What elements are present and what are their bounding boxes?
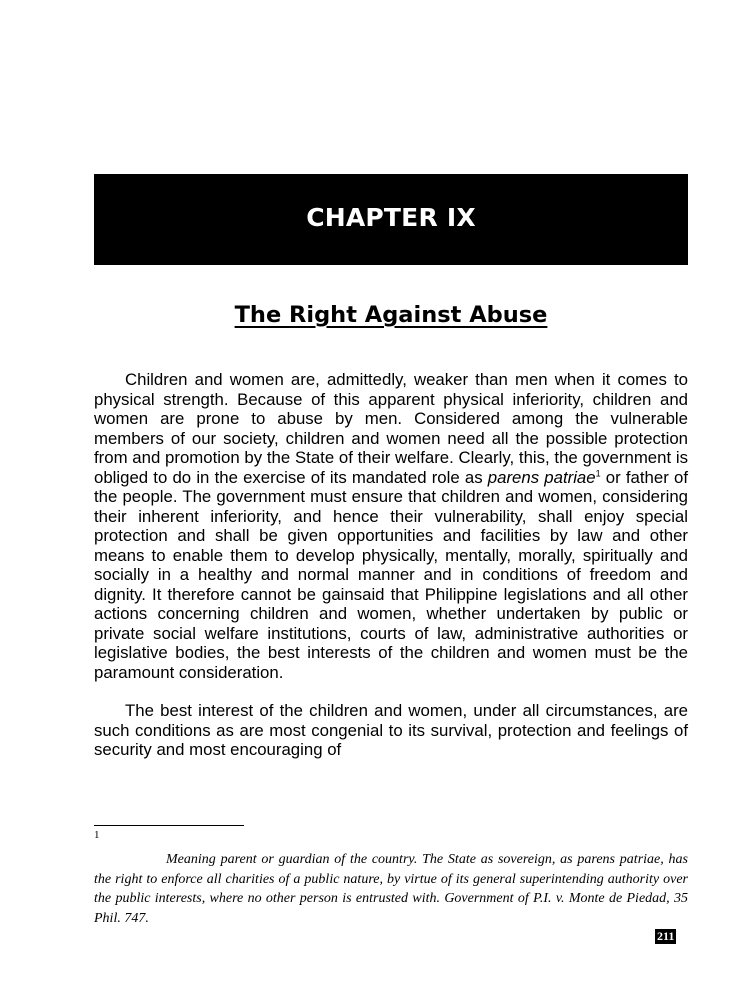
- paragraph-1-part-b: or father of the people. The government must ensure that children and women, considering their inherent inferiority, and hence their vulnerability, shall enjoy special protection and shall be given opportunities and facilities by law and other means to enable them to develop physically, mentally, morally, spiritually and socially in a healthy and normal manner and in conditions of freedom and dignity. It therefore cannot be gainsaid that Philippine legislations and all other actions concerning children and women, whether undertaken by public or private social welfare institutions, courts of law, administrative authorities or legislative bodies, the best interests of the children and women must be the paramount consideration.: [94, 467, 688, 682]
- chapter-title: CHAPTER IX: [306, 203, 476, 232]
- body-text: [94, 370, 688, 779]
- page-number: 211: [657, 929, 675, 943]
- footnote-separator: [94, 825, 244, 826]
- paragraph-1: [94, 370, 688, 682]
- footnote-reference: 1: [595, 467, 601, 478]
- footnote-number: 1: [94, 829, 100, 841]
- chapter-heading-band: [94, 174, 688, 265]
- footnote-text-block: [94, 850, 688, 928]
- section-title: The Right Against Abuse: [234, 302, 548, 328]
- footnote-text: Meaning parent or guardian of the country. The State as sovereign, as parens patriae, has the right to enforce all charities of a public nature, by virtue of its general superintending authority over the public interests, where no other person is entrusted with. Government of P.I. v. Monte de Piedad, 35 Phil. 747.: [94, 852, 688, 926]
- paragraph-2: The best interest of the children and women, under all circumstances, are such conditions as are most congenial to its survival, protection and feelings of security and most encouraging of: [94, 701, 688, 759]
- latin-term: parens patriae: [487, 467, 596, 487]
- paragraph-1-part-a: Children and women are, admittedly, weaker than men when it comes to physical strength. Because of this apparent physical inferiority, children and women are prone to abuse by men. Considered among the vulnerable members of our society, children and women need all the possible protection from and promotion by the State of their welfare. Clearly, this, the government is obliged to do in the exercise of its mandated role as: [94, 370, 688, 487]
